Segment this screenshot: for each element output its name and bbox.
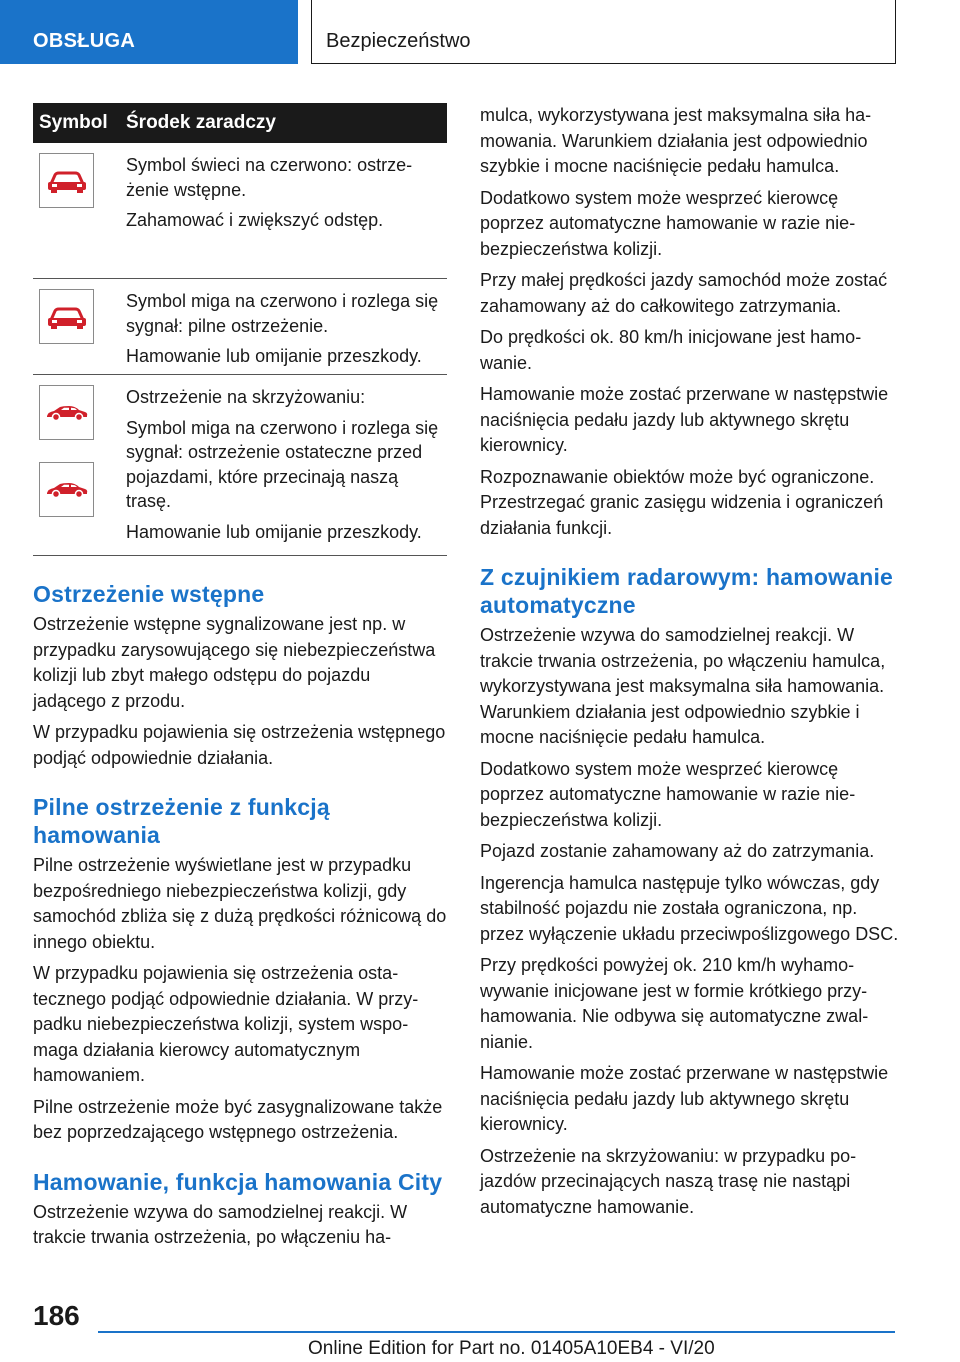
- row-text: Hamowanie lub omijanie przeszkody.: [126, 346, 422, 366]
- row-text: Ostrzeżenie na skrzyżowaniu:: [126, 387, 366, 407]
- row-text: Symbol miga na czerwono i rozlega się sygnał: pilne ostrzeżenie.: [126, 291, 439, 336]
- symbol-cell: [33, 153, 126, 268]
- paragraph: Hamowanie może zostać przerwane w następstwie naciśnięcia pedału jazdy lub aktywnego skrętu kierownicy.: [480, 384, 889, 455]
- table-row: [33, 143, 447, 279]
- symbol-cell: [33, 289, 126, 364]
- heading-urgent-warning: Pilne ostrzeżenie z funkcją hamowania: [33, 794, 330, 848]
- paragraph: Pojazd zostanie zahamowany aż do zatrzymania.: [480, 841, 875, 861]
- table-header: [33, 103, 447, 143]
- topic-label: Bezpieczeństwo: [326, 30, 471, 52]
- paragraph: Rozpoznawanie obiektów może być ograniczone. Przestrzegać granic zasięgu widzenia i ograniczeń działania funkcji.: [480, 466, 884, 538]
- section-tab: [0, 0, 298, 64]
- paragraph: Ostrzeżenie na skrzyżowaniu: w przypadku pojazdów przecinających naszą trasę nie nastąpi automatyczne hamowanie.: [480, 1145, 857, 1217]
- header-action: Środek zaradczy: [126, 112, 276, 133]
- row-text: Symbol świeci na czerwono: ostrzeżenie wstępne.: [126, 155, 413, 200]
- left-column: [33, 103, 447, 1257]
- row-text: Symbol miga na czerwono i rozlega się sygnał: ostrzeżenie ostateczne przed pojazdami, które przecinają naszą trasę.: [126, 417, 439, 511]
- car-side-red-icon: [39, 462, 94, 517]
- section-label: OBSŁUGA: [33, 30, 136, 52]
- paragraph: Hamowanie może zostać przerwane w następstwie naciśnięcia pedału jazdy lub aktywnego skrętu kierownicy.: [480, 1063, 889, 1134]
- car-front-red-icon: [39, 289, 94, 344]
- paragraph: Ingerencja hamulca następuje tylko wówczas, gdy stabilność pojazdu nie została ograniczona, np. przez wyłączenie układu przeciwpoślizgowego DSC.: [480, 872, 899, 944]
- symbol-table: [33, 103, 447, 556]
- edition-footer: Online Edition for Part no. 01405A10EB4 - VI/20: [308, 1338, 715, 1359]
- heading-radar-braking: Z czujnikiem radarowym: hamowanie automatyczne: [480, 564, 894, 618]
- row-text: Hamowanie lub omijanie przeszkody.: [126, 521, 422, 542]
- right-column: [480, 103, 900, 1226]
- paragraph: Przy prędkości powyżej ok. 210 km/h wyhamowywanie inicjowane jest w formie krótkiego przyhamowania. Nie odbywa się automatyczne zwalnianie.: [480, 955, 869, 1052]
- paragraph: Pilne ostrzeżenie może być zasygnalizowane także bez poprzedzającego wstępnego ostrzeżenia.: [33, 1096, 443, 1142]
- heading-city-braking: Hamowanie, funkcja hamowania City: [33, 1168, 443, 1195]
- car-front-red-icon: [39, 153, 94, 208]
- table-row: [33, 375, 447, 556]
- heading-pre-warning: Ostrzeżenie wstępne: [33, 581, 265, 607]
- header-symbol: Symbol: [39, 112, 108, 133]
- symbol-cell: [33, 385, 126, 545]
- table-row: [33, 279, 447, 375]
- paragraph: Dodatkowo system może wesprzeć kierowcę poprzez automatyczne hamowanie w razie niebezpieczeństwa kolizji.: [480, 187, 856, 259]
- paragraph: Pilne ostrzeżenie wyświetlane jest w przypadku bezpośredniego niebezpieczeństwa kolizji, gdy samochód zbliża się z dużą prędkości różnicową do innego obiektu.: [33, 855, 447, 952]
- paragraph: Przy małej prędkości jazdy samochód może zostać zahamowany aż do całkowitego zatrzymania.: [480, 270, 888, 316]
- action-cell: [126, 153, 447, 268]
- paragraph: W przypadku pojawienia się ostrzeżenia wstępnego podjąć odpowiednie działania.: [33, 722, 446, 768]
- action-cell: [126, 385, 447, 545]
- paragraph: Ostrzeżenie wzywa do samodzielnej reakcji. W trakcie trwania ostrzeżenia, po włączeniu hamulca, wykorzystywana jest maksymalna siła hamowania. Warunkiem działania jest odpowiednio szybkie i mocne naciśnięcie pedału hamulca.: [480, 625, 886, 747]
- paragraph: Ostrzeżenie wzywa do samodzielnej reakcji. W trakcie trwania ostrzeżenia, po włączeniu ha-: [33, 1201, 408, 1247]
- page-number: 186: [33, 1300, 80, 1331]
- paragraph: mulca, wykorzystywana jest maksymalna siła hamowania. Warunkiem działania jest odpowiednio szybkie i mocne naciśnięcie pedału hamulca.: [480, 105, 872, 176]
- paragraph: Ostrzeżenie wstępne sygnalizowane jest np. w przypadku zarysowującego się niebezpieczeństwa kolizji lub zbyt małego odstępu do pojazdu jadącego z przodu.: [33, 614, 436, 711]
- row-text: Zahamować i zwiększyć odstęp.: [126, 210, 384, 230]
- paragraph: Do prędkości ok. 80 km/h inicjowane jest hamowanie.: [480, 327, 862, 373]
- paragraph: W przypadku pojawienia się ostrzeżenia ostatecznego podjąć odpowiednie działania. W przypadku niebezpieczeństwa kolizji, system wspomaga działania kierowcy automatycznym hamowaniem.: [33, 963, 419, 1085]
- topic-tab: [311, 0, 896, 64]
- footer-rule: [98, 1331, 895, 1333]
- action-cell: [126, 289, 447, 364]
- car-side-red-icon: [39, 385, 94, 440]
- paragraph: Dodatkowo system może wesprzeć kierowcę poprzez automatyczne hamowanie w razie niebezpieczeństwa kolizji.: [480, 758, 856, 830]
